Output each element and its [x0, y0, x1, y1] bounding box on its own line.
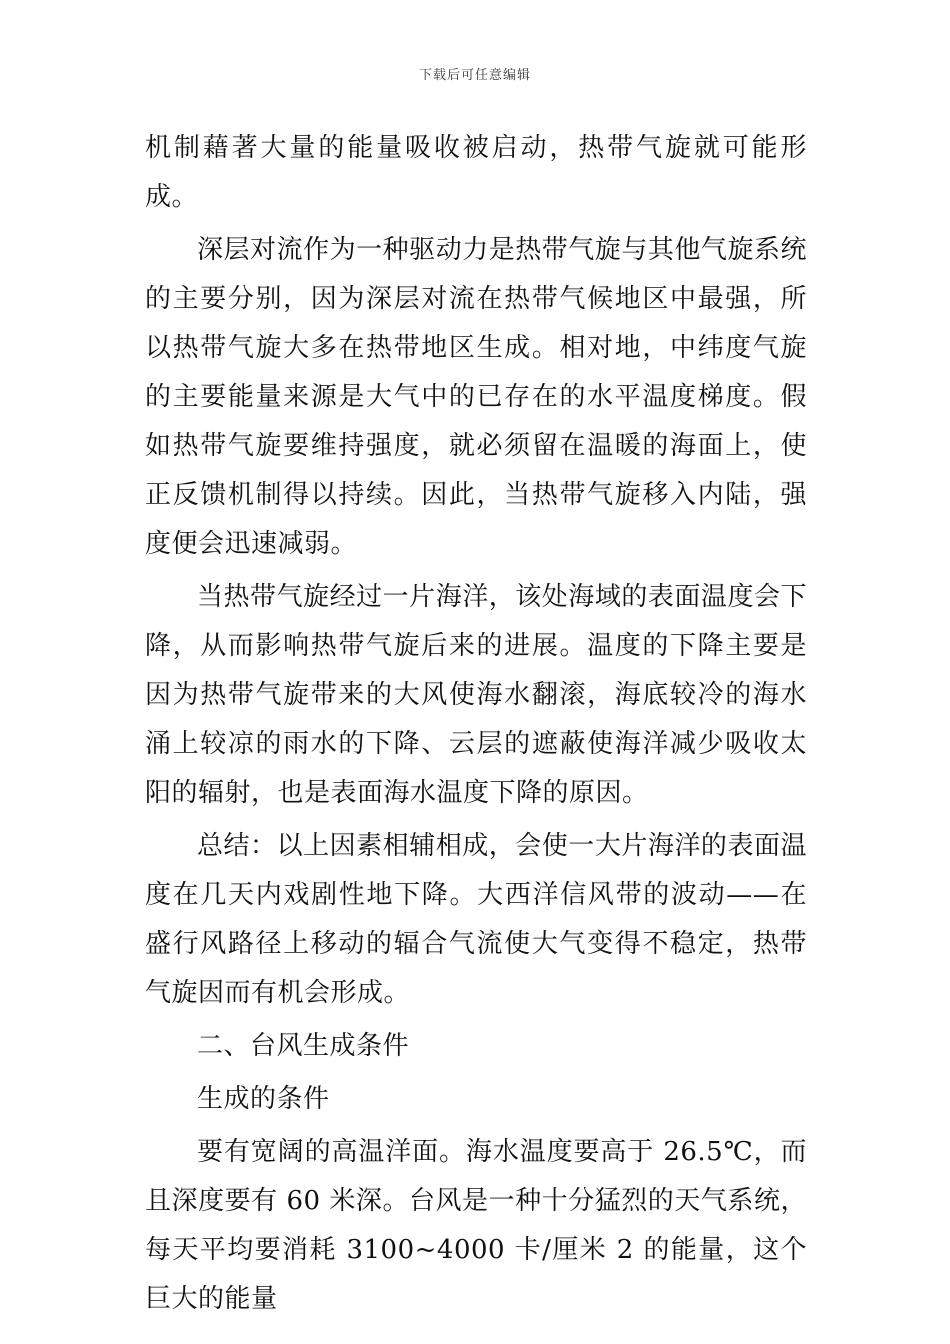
- paragraph-conditions: 要有宽阔的高温洋面。海水温度要高于 26.5℃，而且深度要有 60 米深。台风是一种十分猛烈的天气系统，每天平均要消耗 3100~4000 卡/厘米 2 的能量，这个巨大的能量: [145, 1137, 807, 1314]
- page-header-note: 下载后可任意编辑: [418, 68, 531, 83]
- section-heading: 二、台风生成条件: [197, 1031, 410, 1061]
- document-body: [145, 124, 807, 1324]
- paragraph-summary: 总结：以上因素相辅相成，会使一大片海洋的表面温度在几天内戏剧性地下降。大西洋信风带的波动——在盛行风路径上移动的辐合气流使大气变得不稳定，热带气旋因而有机会形成。: [145, 831, 807, 1008]
- subsection-heading: 生成的条件: [197, 1084, 330, 1114]
- paragraph-sea-temperature: 当热带气旋经过一片海洋，该处海域的表面温度会下降，从而影响热带气旋后来的进展。温度的下降主要是因为热带气旋带来的大风使海水翻滚，海底较冷的海水涌上较凉的雨水的下降、云层的遮蔽使海洋减少吸收太阳的辐射，也是表面海水温度下降的原因。: [145, 582, 807, 808]
- paragraph-deep-convection: 深层对流作为一种驱动力是热带气旋与其他气旋系统的主要分别，因为深层对流在热带气候地区中最强，所以热带气旋大多在热带地区生成。相对地，中纬度气旋的主要能量来源是大气中的已存在的水平温度梯度。假如热带气旋要维持强度，就必须留在温暖的海面上，使正反馈机制得以持续。因此，当热带气旋移入内陆，强度便会迅速减弱。: [145, 235, 807, 559]
- paragraph-continuation: 机制藉著大量的能量吸收被启动，热带气旋就可能形成。: [145, 133, 807, 212]
